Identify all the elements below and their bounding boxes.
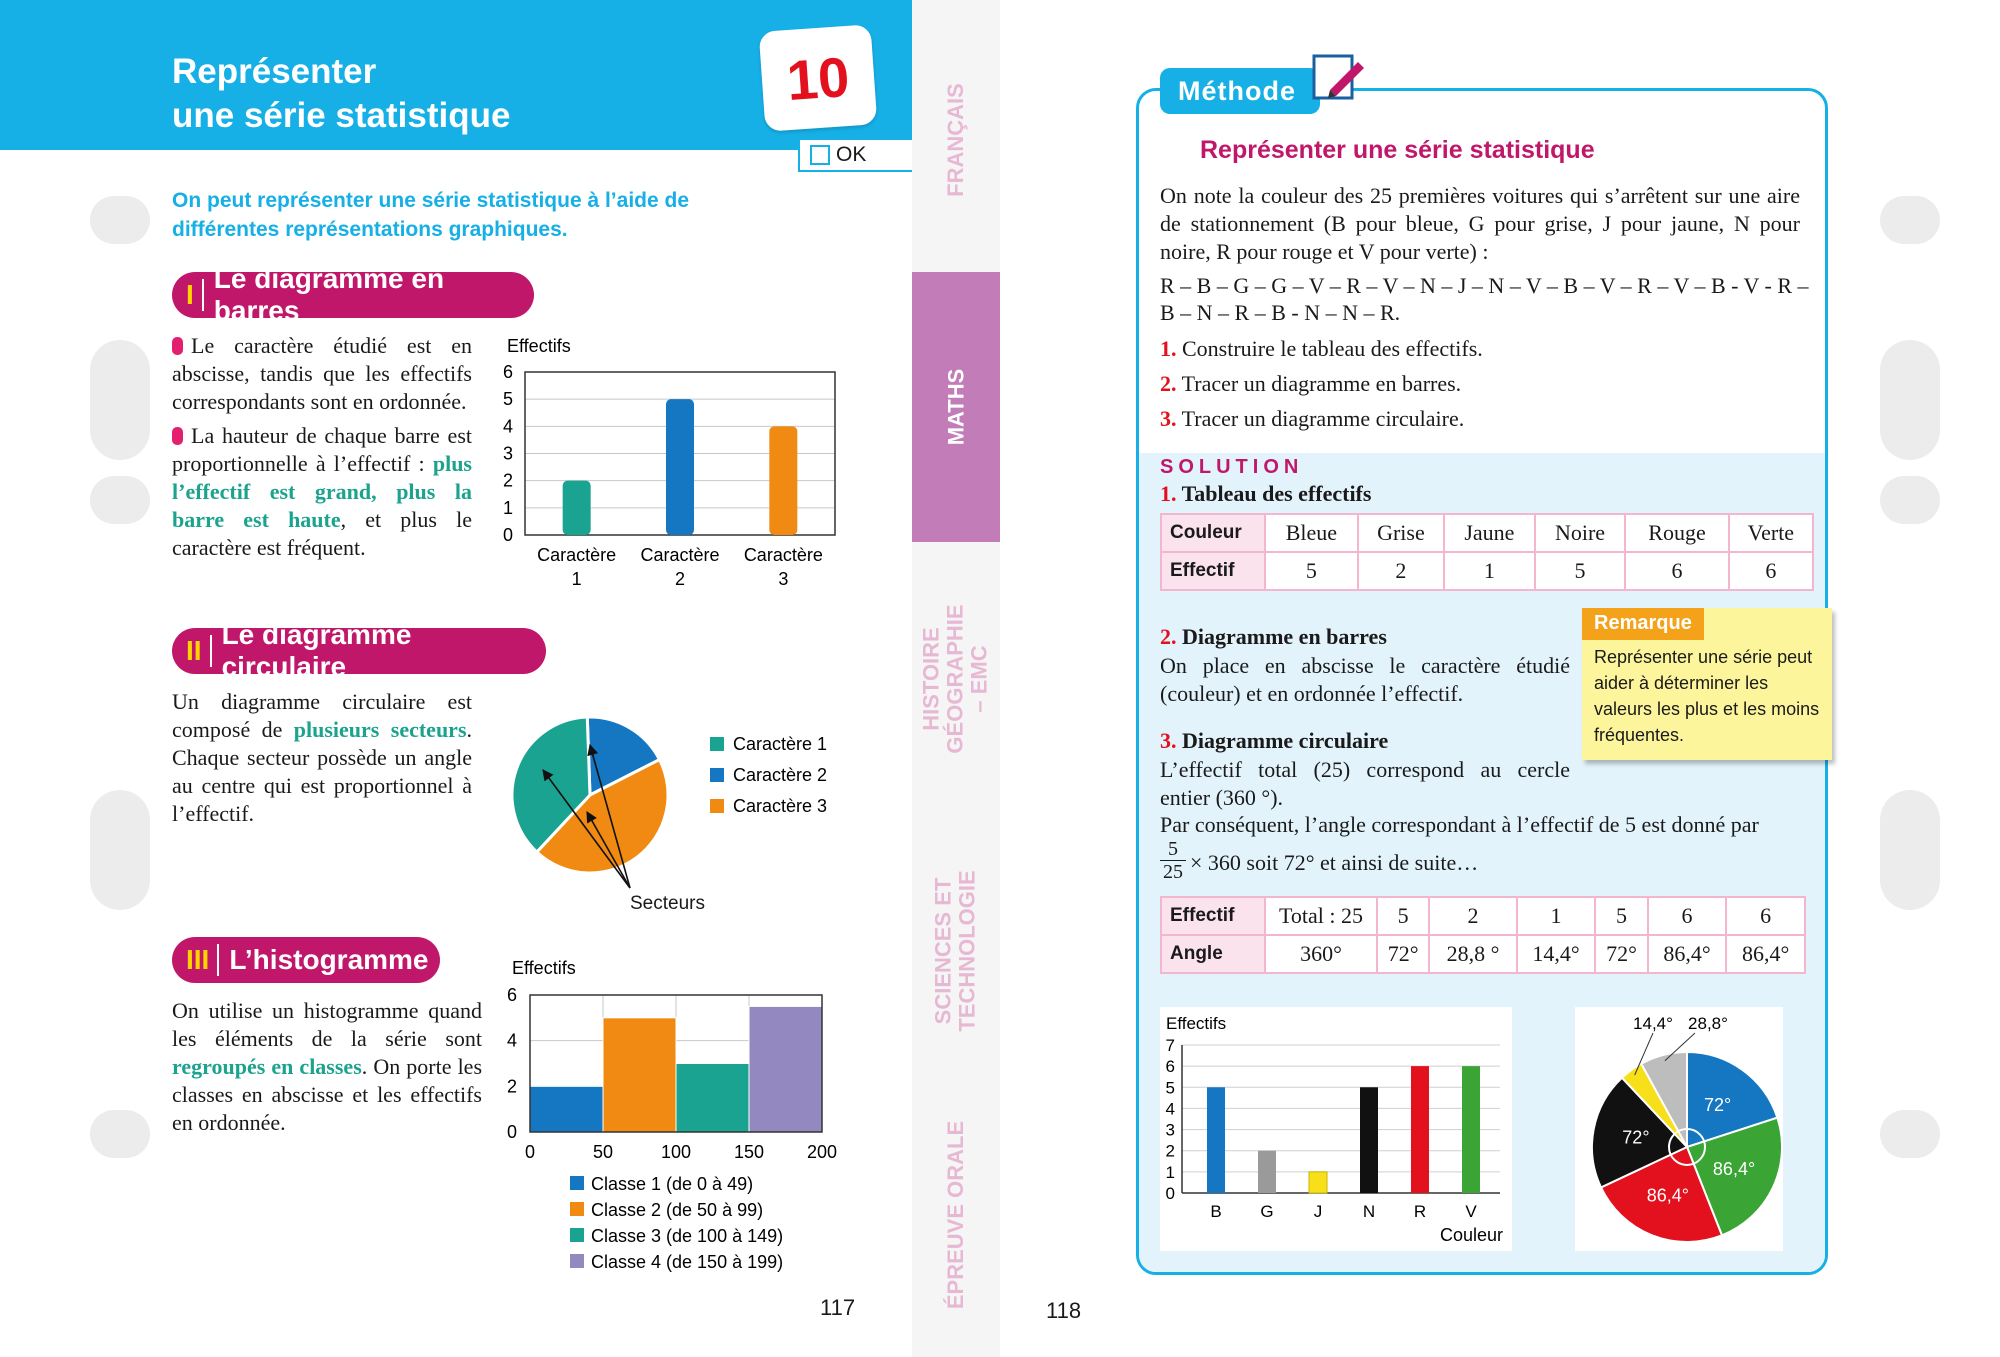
solution-3-heading: [1160, 728, 1388, 754]
solution-label: SOLUTION: [1160, 456, 1304, 478]
fraction-numerator: 5: [1160, 838, 1186, 861]
tab-francais-label: FRANÇAIS: [943, 83, 969, 197]
solution-3-text-2: Par conséquent, l’angle correspondant à l’effectif de 5 est donné par: [1160, 812, 1759, 837]
slice-label: 72°: [1703, 1094, 1732, 1115]
legend-label: Classe 1 (de 0 à 49): [591, 1174, 754, 1194]
table-cell: 5: [1265, 552, 1358, 590]
binder-hole: [90, 790, 150, 910]
bullet-icon: [172, 337, 183, 355]
bar: [1258, 1151, 1276, 1193]
solution-2-heading: [1160, 624, 1387, 650]
x-tick-label: 150: [733, 1142, 765, 1162]
bar-chart-couleurs: [1160, 1007, 1512, 1251]
section-1-title: Le diagramme en barres: [213, 263, 445, 326]
ok-checkbox[interactable]: [798, 138, 912, 172]
chapter-number: 10: [784, 44, 852, 112]
page-number-118: 118: [1046, 1298, 1082, 1323]
table-row: [1161, 514, 1813, 552]
solution-3-num: 3.: [1160, 728, 1177, 753]
table-cell: 28,8 °: [1429, 935, 1516, 973]
x-tick-label: 2: [674, 569, 686, 589]
y-axis-label: Effectifs: [507, 336, 571, 356]
section-3-text: [172, 997, 482, 1137]
table-cell: Verte: [1729, 514, 1813, 552]
legend-label: Caractère 1: [733, 734, 828, 754]
y-tick-label: 0: [1165, 1184, 1175, 1203]
legend-swatch: [570, 1254, 584, 1268]
remarque-text: Représenter une série peut aider à déterminer les valeurs les plus et les moins fréquentes.: [1594, 647, 1820, 745]
legend-label: Classe 2 (de 50 à 99): [591, 1200, 764, 1220]
legend-label: Caractère 3: [733, 796, 828, 816]
x-tick-label: 100: [660, 1142, 692, 1162]
legend-swatch: [570, 1228, 584, 1242]
chapter-number-badge: [759, 24, 878, 132]
section-1-heading: [172, 263, 534, 326]
legend-label: Classe 3 (de 100 à 149): [591, 1226, 784, 1246]
solution-1-num: 1.: [1160, 481, 1177, 506]
table-cell: 14,4°: [1517, 935, 1596, 973]
y-tick-label: 3: [1165, 1120, 1175, 1140]
y-tick-label: 7: [1165, 1036, 1175, 1055]
slice-label: 72°: [1622, 1127, 1650, 1148]
bar-chart-caracteres: [495, 330, 845, 600]
section-3-pa: On utilise un histogramme quand les éléments de la série sont: [172, 998, 482, 1051]
histogram-bar: [676, 1064, 749, 1133]
bar: [1462, 1066, 1480, 1193]
section-3-title: L’histogramme: [229, 944, 429, 975]
legend-label: Classe 4 (de 150 à 199): [591, 1252, 784, 1272]
table-cell: 86,4°: [1726, 935, 1805, 973]
section-3-heading: [172, 937, 440, 983]
y-tick-label: 4: [1165, 1099, 1175, 1119]
table-cell: 1: [1517, 897, 1596, 935]
section-1-paragraph-2: [172, 422, 472, 562]
effectifs-table: [1160, 513, 1814, 591]
ok-checkbox-box[interactable]: [810, 145, 830, 165]
tab-histoire-label: HISTOIRE GÉOGRAPHIE – EMC: [919, 604, 992, 754]
table-cell: 72°: [1595, 935, 1647, 973]
y-tick-label: 4: [502, 416, 513, 437]
remarque-label: Remarque: [1582, 608, 1704, 640]
section-2-text: [172, 688, 472, 828]
methode-label: Méthode: [1178, 75, 1296, 106]
section-1-number: I: [186, 279, 204, 311]
solution-3-text-3: × 360 soit 72° et ainsi de suite…: [1190, 850, 1479, 875]
chapter-title-line2: une série statistique: [172, 96, 511, 135]
y-tick-label: 0: [506, 1122, 518, 1142]
x-tick-label: Caractère: [640, 545, 720, 565]
series-line-2: B – N – R – B - N – N – R.: [1160, 300, 1401, 325]
bar: [666, 399, 694, 535]
solution-1-heading: [1160, 481, 1371, 507]
section-2-pc: . Chaque secteur possède un angle au centre qui est proportionnel à l’effectif.: [172, 717, 473, 826]
section-3-pc: . On porte les classes en abscisse et les effectifs en ordonnée.: [172, 1054, 483, 1135]
series-line-1: R – B – G – G – V – R – V – N – J – N – V – B – V – R – V – B - V - R –: [1160, 273, 1809, 298]
y-tick-label: 5: [1165, 1078, 1175, 1098]
secteurs-label: Secteurs: [630, 893, 705, 914]
x-tick-label: J: [1313, 1202, 1323, 1221]
y-tick-label: 1: [1165, 1162, 1175, 1182]
binder-hole: [90, 1110, 150, 1158]
table-row: [1161, 897, 1805, 935]
section-3-number: III: [186, 944, 219, 976]
tab-maths-label: MATHS: [943, 368, 968, 446]
question-2-num: 2.: [1160, 371, 1177, 396]
table-cell: 1: [1444, 552, 1535, 590]
x-tick-label: Caractère: [743, 545, 823, 565]
section-1-p2c: , et plus le caractère est fréquent.: [172, 507, 472, 560]
legend-swatch: [710, 799, 724, 813]
binder-hole: [90, 196, 150, 244]
legend-label: Caractère 2: [733, 765, 828, 785]
table-cell: Bleue: [1265, 514, 1358, 552]
section-2-pa: Un diagramme circulaire est composé de: [172, 689, 472, 742]
legend-swatch: [570, 1202, 584, 1216]
x-tick-label: 200: [806, 1142, 838, 1162]
x-tick-label: 0: [524, 1142, 536, 1162]
question-1-num: 1.: [1160, 336, 1177, 361]
y-tick-label: 6: [502, 362, 513, 382]
slice-label: 86,4°: [1646, 1185, 1689, 1206]
bar: [563, 481, 591, 535]
binder-hole: [1880, 196, 1940, 244]
table-cell: 6: [1648, 897, 1727, 935]
question-1: [1160, 336, 1483, 362]
angles-table: [1160, 896, 1806, 974]
question-2: [1160, 371, 1461, 397]
y-tick-label: 0: [502, 525, 513, 545]
section-1-paragraph-1: [172, 332, 472, 416]
x-tick-label: R: [1413, 1202, 1427, 1221]
table-cell: 6: [1729, 552, 1813, 590]
bar: [1411, 1066, 1429, 1193]
table-cell: 6: [1726, 897, 1805, 935]
table-cell: Effectif: [1161, 897, 1265, 935]
binder-hole: [1880, 1110, 1940, 1158]
question-2-text: Tracer un diagramme en barres.: [1181, 371, 1462, 396]
page-number-117: 117: [820, 1295, 856, 1320]
tab-sciences-technologie[interactable]: [912, 820, 1000, 1082]
solution-1-title: Tableau des effectifs: [1181, 481, 1372, 506]
table-cell: 2: [1358, 552, 1444, 590]
x-tick-label: B: [1210, 1202, 1222, 1221]
bullet-icon: [172, 427, 183, 445]
solution-3-text-1: L’effectif total (25) correspond au cercle entier (360 °).: [1160, 757, 1570, 810]
section-3-highlight: regroupés en classes: [172, 1054, 362, 1079]
chapter-title-line1: Représenter: [172, 52, 377, 91]
table-row: [1161, 935, 1805, 973]
table-cell: Rouge: [1625, 514, 1728, 552]
y-tick-label: 5: [502, 389, 513, 410]
slice-label: 86,4°: [1712, 1159, 1756, 1180]
table-cell: Noire: [1535, 514, 1626, 552]
y-tick-label: 6: [506, 985, 518, 1005]
section-1-p2a: La hauteur de chaque barre est proportionnelle à l’effectif :: [172, 423, 472, 476]
tab-histoire-geographie-emc[interactable]: [912, 548, 1000, 810]
tab-sciences-label: SCIENCES ET TECHNOLOGIE: [931, 870, 980, 1032]
method-title: Représenter une série statistique: [1200, 136, 1595, 164]
table-cell: Angle: [1161, 935, 1265, 973]
section-1-p1-text: Le caractère étudié est en abscisse, tandis que les effectifs correspondants sont en ordonnée.: [172, 333, 472, 414]
table-cell: Effectif: [1161, 552, 1265, 590]
table-cell: Couleur: [1161, 514, 1265, 552]
table-row: [1161, 552, 1813, 590]
fraction: [1160, 838, 1186, 883]
legend-swatch: [710, 768, 724, 782]
question-3-text: Tracer un diagramme circulaire.: [1181, 406, 1465, 431]
table-cell: Jaune: [1444, 514, 1535, 552]
y-tick-label: 6: [1165, 1057, 1175, 1077]
solution-2-title: Diagramme en barres: [1182, 624, 1387, 649]
tab-epreuve-label: ÉPREUVE ORALE: [943, 1120, 969, 1310]
table-cell: 360°: [1265, 935, 1377, 973]
table-cell: 2: [1429, 897, 1516, 935]
histogram-bar: [603, 1018, 676, 1132]
section-2-heading: [172, 619, 546, 682]
histogram-bar: [749, 1006, 822, 1132]
binder-hole: [1880, 476, 1940, 524]
x-axis-label: Couleur: [1440, 1225, 1504, 1245]
slice-label: 28,8°: [1688, 1014, 1728, 1033]
legend-swatch: [710, 737, 724, 751]
table-cell: 5: [1377, 897, 1429, 935]
binder-hole: [1880, 790, 1940, 910]
binder-hole: [1880, 340, 1940, 460]
solution-3-title: Diagramme circulaire: [1182, 728, 1389, 753]
y-tick-label: 1: [502, 497, 513, 518]
section-2-title: Le diagramme circulaire: [221, 619, 412, 682]
tab-francais[interactable]: [912, 40, 1000, 240]
section-2-highlight: plusieurs secteurs: [293, 717, 467, 742]
intro-text: On peut représenter une série statistique à l’aide de différentes représentations graphiques.: [172, 189, 690, 241]
bar: [1207, 1087, 1225, 1193]
fraction-denominator: 25: [1163, 861, 1183, 883]
method-statement: On note la couleur des 25 premières voitures qui s’arrêtent sur une aire de stationnement (B pour bleue, G pour grise, J pour jaune, N pour noire, R pour rouge et V pour verte) :: [1160, 183, 1800, 264]
question-1-text: Construire le tableau des effectifs.: [1182, 336, 1483, 361]
question-3-num: 3.: [1160, 406, 1177, 431]
solution-2-num: 2.: [1160, 624, 1177, 649]
x-tick-label: G: [1260, 1202, 1274, 1221]
pie-chart-couleurs: [1575, 1007, 1783, 1251]
table-cell: Grise: [1358, 514, 1444, 552]
section-2-number: II: [186, 635, 212, 667]
histogram-classes: [500, 950, 850, 1325]
x-tick-label: Caractère: [537, 545, 617, 565]
histogram-bar: [530, 1086, 603, 1132]
x-tick-label: V: [1465, 1202, 1477, 1221]
table-cell: 72°: [1377, 935, 1429, 973]
table-cell: Total : 25: [1265, 897, 1377, 935]
tab-maths[interactable]: [912, 272, 1000, 542]
methode-tab: [1160, 68, 1320, 114]
question-3: [1160, 406, 1464, 432]
tab-epreuve-orale[interactable]: [912, 1090, 1000, 1340]
x-tick-label: 1: [571, 569, 582, 589]
y-tick-label: 3: [502, 443, 513, 464]
y-tick-label: 2: [1165, 1141, 1175, 1161]
ok-label: OK: [836, 143, 867, 166]
binder-hole: [90, 476, 150, 524]
chapter-title: [172, 50, 510, 138]
binder-hole: [90, 340, 150, 460]
table-cell: 6: [1625, 552, 1728, 590]
table-cell: 5: [1535, 552, 1626, 590]
x-tick-label: 50: [592, 1142, 614, 1162]
bar: [1309, 1172, 1327, 1193]
y-tick-label: 4: [506, 1030, 518, 1051]
y-tick-label: 2: [506, 1076, 518, 1097]
slice-label: 14,4°: [1633, 1014, 1673, 1033]
y-axis-label: Effectifs: [1166, 1014, 1227, 1033]
y-tick-label: 2: [502, 470, 513, 491]
bar: [769, 426, 797, 535]
bar: [1360, 1087, 1378, 1193]
y-axis-label: Effectifs: [512, 958, 576, 978]
section-1-p2-highlight: plus l’effectif est grand, plus la barre est haute: [172, 451, 472, 532]
legend-swatch: [570, 1176, 584, 1190]
x-tick-label: N: [1362, 1202, 1376, 1221]
pencil-icon: [1308, 50, 1368, 110]
table-cell: 5: [1595, 897, 1647, 935]
table-cell: 86,4°: [1648, 935, 1727, 973]
x-tick-label: 3: [778, 569, 789, 589]
solution-2-text: On place en abscisse le caractère étudié (couleur) et en ordonnée l’effectif.: [1160, 653, 1570, 706]
section-1-text: [172, 332, 472, 562]
